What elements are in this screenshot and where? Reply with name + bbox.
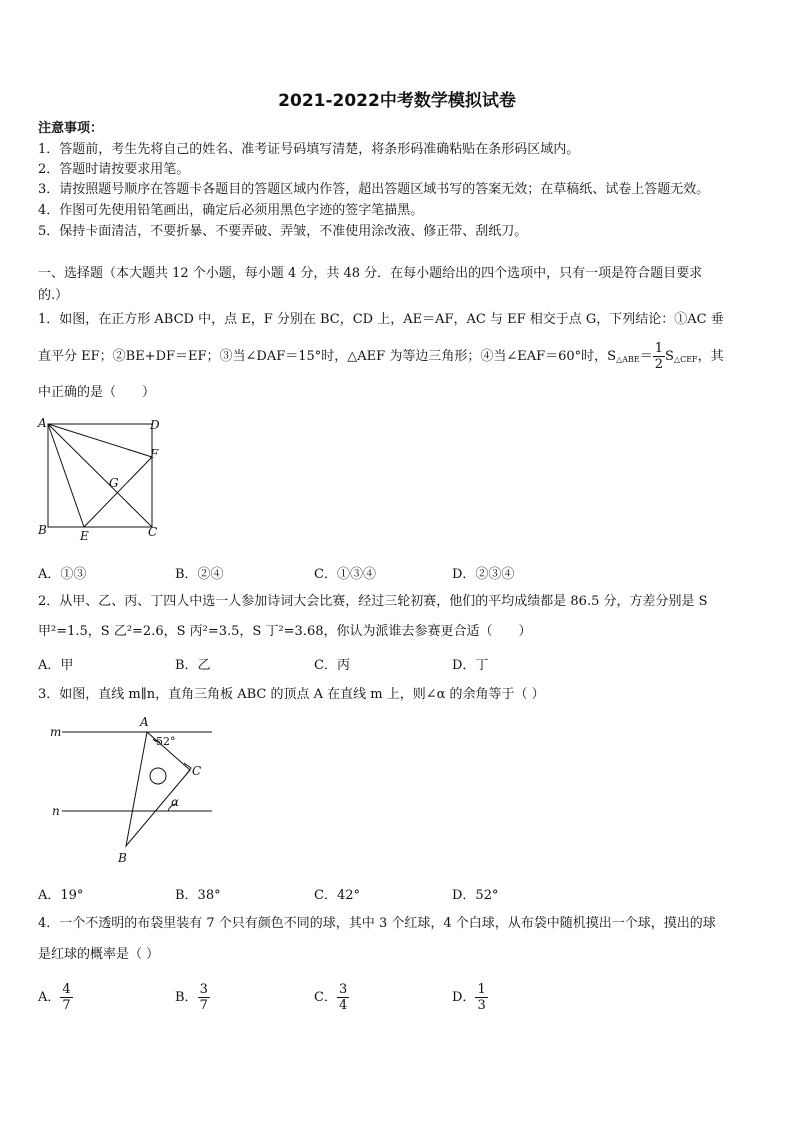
frac-den: 4 (338, 998, 348, 1013)
label-d: D (150, 418, 160, 432)
label-c: C (148, 525, 158, 539)
q3-option-b[interactable]: B．38° (175, 888, 221, 903)
label-c: C (192, 764, 202, 778)
q1-sub-cef: △CEF (673, 355, 698, 364)
notice-heading: 注意事项： (38, 121, 104, 136)
q4-option-d-fraction (475, 982, 487, 1013)
q2-stem-line1: 2．从甲、乙、丙、丁四人中选一人参加诗词大会比赛，经过三轮初赛，他们的平均成绩都是 86.5 分，方差分别是 S (38, 594, 708, 609)
label-f: F (150, 447, 159, 461)
q4-option-a[interactable] (38, 982, 73, 1013)
q1-stem-line3: 中正确的是（ ） (38, 385, 156, 400)
frac-num: 3 (199, 982, 208, 997)
q1-option-a[interactable]: A．①③ (38, 567, 87, 582)
label-n: n (52, 804, 60, 818)
q1-stem-line2 (38, 340, 724, 377)
label-b: B (38, 523, 47, 537)
segment-af (48, 424, 152, 457)
label-alpha: α (171, 795, 180, 809)
q1-frac-num: 1 (654, 341, 664, 356)
q3-lines-figure (40, 712, 230, 870)
q2-option-c[interactable]: C．丙 (314, 658, 350, 673)
label-b: B (118, 851, 127, 865)
notice-item-3: 3．请按照题号顺序在答题卡各题目的答题区域内作答，超出答题区域书写的答案无效；在草稿纸、试卷上答题无效。 (38, 182, 710, 197)
q4-option-c[interactable] (314, 982, 349, 1013)
frac-num: 1 (477, 982, 486, 997)
q3-stem-line1: 3．如图，直线 m∥n，直角三角板 ABC 的顶点 A 在直线 m 上，则∠α 的余角等于（ ） (38, 687, 545, 702)
q4-option-b[interactable] (175, 982, 210, 1013)
q4-option-c-fraction (337, 982, 349, 1013)
q1-option-d[interactable]: D．②③④ (452, 567, 515, 582)
q4-option-a-fraction (60, 982, 72, 1013)
notice-item-4: 4．作图可先使用铅笔画出，确定后必须用黑色字迹的签字笔描黑。 (38, 203, 424, 218)
q1-option-b[interactable]: B．②④ (175, 567, 224, 582)
notice-item-1: 1．答题前，考生先将自己的姓名、准考证号码填写清楚，将条形码准确粘贴在条形码区域内。 (38, 142, 580, 157)
q1-stem-end: ，其 (697, 349, 724, 364)
q4-stem-line1: 4．一个不透明的布袋里装有 7 个只有颜色不同的球，其中 3 个红球，4 个白球，从布袋中随机摸出一个球，摸出的球 (38, 916, 716, 931)
q1-stem-text: 直平分 EF；②BE+DF＝EF；③当∠DAF＝15°时，△AEF 为等边三角形；④当∠EAF＝60°时，S (38, 349, 617, 364)
right-triangle-abc (126, 732, 190, 846)
q1-fraction (653, 341, 665, 372)
q1-option-c[interactable]: C．①③④ (314, 567, 376, 582)
q3-option-d[interactable]: D．52° (452, 888, 499, 903)
label-m: m (50, 725, 62, 739)
q2-option-a[interactable]: A．甲 (38, 658, 74, 673)
q2-option-d[interactable]: D．丁 (452, 658, 489, 673)
q4-option-d[interactable] (452, 982, 488, 1013)
notice-item-5: 5．保持卡面清洁，不要折暴、不要弄破、弄皱，不准使用涂改液、修正带、刮纸刀。 (38, 224, 528, 239)
q2-option-b[interactable]: B．乙 (175, 658, 211, 673)
q1-s: S (665, 349, 674, 364)
q3-option-c[interactable]: C．42° (314, 888, 360, 903)
section-heading-line1: 一、选择题（本大题共 12 个小题，每小题 4 分，共 48 分．在每小题给出的四个选项中，只有一项是符合题目要求 (38, 266, 703, 281)
q4-option-a-letter: A． (38, 990, 61, 1005)
label-a: A (140, 715, 149, 729)
q1-square-figure (34, 414, 174, 544)
frac-num: 4 (62, 982, 71, 997)
label-g: G (109, 476, 119, 490)
section-heading-line2: 的.） (38, 288, 69, 303)
q1-sub-abe: △ABE (616, 355, 640, 364)
q1-stem-line1: 1．如图，在正方形 ABCD 中，点 E，F 分别在 BC，CD 上，AE＝AF，AC 与 EF 相交于点 G，下列结论：①AC 垂 (38, 312, 724, 327)
triangle-hole (150, 768, 166, 784)
page-title: 2021-2022中考数学模拟试卷 (278, 91, 516, 111)
q4-option-d-letter: D． (452, 990, 476, 1005)
frac-den: 7 (62, 998, 71, 1013)
right-angle-mark (184, 763, 191, 775)
frac-den: 3 (477, 998, 486, 1013)
q3-option-a[interactable]: A．19° (38, 888, 84, 903)
label-a: A (38, 416, 47, 430)
label-angle-52: 52° (156, 735, 176, 748)
diagonal-ac (48, 424, 152, 527)
q4-option-b-letter: B． (175, 990, 198, 1005)
segment-ae (48, 424, 84, 527)
q1-equals: ＝ (639, 349, 653, 364)
label-e: E (80, 529, 89, 543)
notice-item-2: 2．答题时请按要求用笔。 (38, 162, 190, 177)
frac-den: 7 (199, 998, 208, 1013)
q4-stem-line2: 是红球的概率是（ ） (38, 947, 160, 962)
q4-option-c-letter: C． (314, 990, 337, 1005)
q4-option-b-fraction (198, 982, 210, 1013)
q1-frac-den: 2 (654, 357, 664, 372)
frac-num: 3 (338, 982, 348, 997)
q2-stem-line2: 甲²=1.5，S 乙²=2.6，S 丙²=3.5，S 丁²=3.68，你认为派谁去参赛更合适（ ） (38, 624, 532, 639)
